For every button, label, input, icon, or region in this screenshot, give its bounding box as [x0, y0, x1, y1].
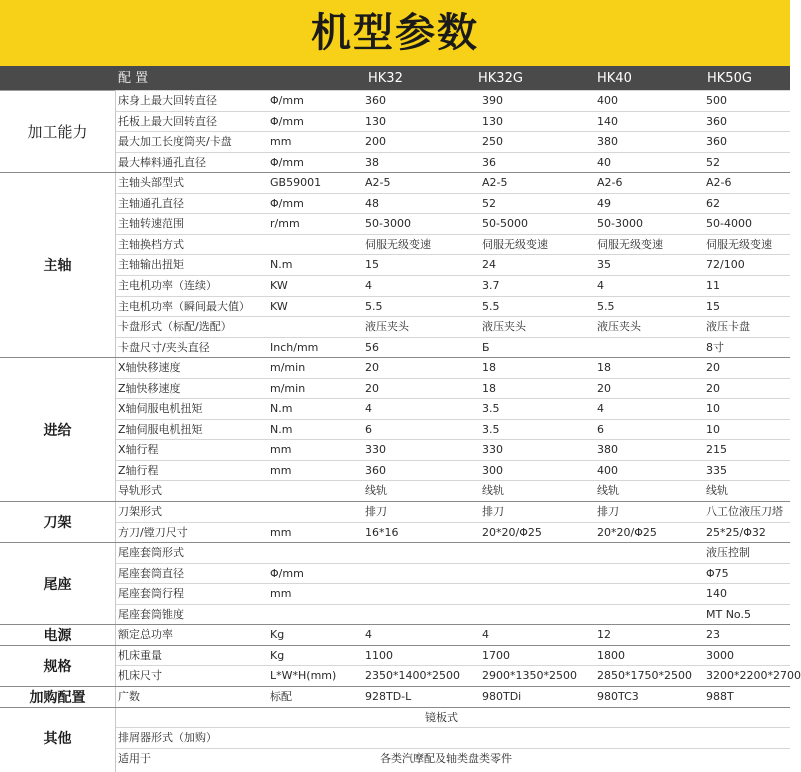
row-unit: mm	[270, 135, 292, 149]
table-row	[115, 419, 790, 440]
table-row	[115, 213, 790, 234]
row-label: 主电机功率（连续）	[118, 278, 217, 292]
row-unit: N.m	[270, 258, 293, 272]
cell-value: 伺服无级变速	[706, 237, 772, 251]
section-divider	[0, 542, 790, 543]
row-label: 主轴换档方式	[118, 237, 184, 251]
category-label: 主轴	[0, 172, 115, 357]
cell-value: 18	[597, 361, 611, 375]
cell-value: 3.5	[482, 422, 500, 436]
cell-value: 4	[365, 628, 372, 642]
cell-value: 8寸	[706, 340, 724, 354]
table-row	[115, 522, 790, 543]
cell-value: 380	[597, 443, 618, 457]
cell-value: 11	[706, 278, 720, 292]
cell-value: 4	[597, 402, 604, 416]
row-unit: 标配	[270, 689, 292, 703]
row-label: 卡盘形式（标配/选配）	[118, 320, 232, 334]
column-divider	[115, 90, 116, 772]
cell-value: 400	[597, 94, 618, 107]
cell-value: 38	[365, 155, 379, 169]
cell-value: 10	[706, 422, 720, 436]
cell-value: 52	[482, 196, 496, 210]
row-label: 额定总功率	[118, 628, 173, 642]
row-unit: m/min	[270, 361, 306, 375]
page-title: 机型参数	[311, 10, 479, 56]
table-row	[115, 172, 790, 193]
cell-value: 390	[482, 94, 503, 107]
cell-value: 40	[597, 155, 611, 169]
table-row	[115, 378, 790, 399]
cell-value: 5.5	[482, 299, 500, 313]
category-label: 其他	[0, 707, 115, 769]
cell-value: 36	[482, 155, 496, 169]
row-label: 最大棒料通孔直径	[118, 155, 206, 169]
table-row	[115, 398, 790, 419]
cell-value: 400	[597, 463, 618, 477]
row-unit: L*W*H(mm)	[270, 669, 337, 683]
table-row	[115, 234, 790, 255]
category-label: 加工能力	[0, 90, 115, 172]
cell-value: 215	[706, 443, 727, 457]
cell-value: 380	[597, 135, 618, 149]
cell-value: 18	[482, 361, 496, 375]
cell-value: 15	[365, 258, 379, 272]
table-row	[115, 624, 790, 645]
row-unit: m/min	[270, 381, 306, 395]
cell-value: 3.7	[482, 278, 500, 292]
row-label: 机床尺寸	[118, 669, 162, 683]
cell-value: 500	[706, 94, 727, 107]
table-row	[115, 727, 790, 748]
title-banner	[0, 0, 790, 66]
cell-value: MT No.5	[706, 607, 751, 621]
cell-value: 15	[706, 299, 720, 313]
cell-value: 50-3000	[597, 217, 643, 231]
cell-value: 1800	[597, 648, 625, 662]
cell-value: 72/100	[706, 258, 745, 272]
row-label: 床身上最大回转直径	[118, 94, 217, 107]
header-model-hk32g: HK32G	[478, 71, 523, 86]
cell-value: 49	[597, 196, 611, 210]
table-row	[115, 645, 790, 666]
row-unit: mm	[270, 443, 292, 457]
row-unit: N.m	[270, 422, 293, 436]
row-unit: GB59001	[270, 176, 322, 190]
cell-value: 48	[365, 196, 379, 210]
header-config: 配 置	[118, 71, 149, 86]
row-unit: Φ/mm	[270, 566, 304, 580]
row-label: 卡盘尺寸/夹头直径	[118, 340, 210, 354]
cell-value: 330	[365, 443, 386, 457]
cell-value: 250	[482, 135, 503, 149]
cell-value: 20*20/Φ25	[597, 525, 657, 539]
cell-value: 18	[482, 381, 496, 395]
row-unit: KW	[270, 299, 288, 313]
cell-value: 伺服无级变速	[365, 237, 431, 251]
cell-value: 线轨	[482, 484, 504, 498]
row-label: Z轴行程	[118, 463, 159, 477]
header-model-hk32: HK32	[368, 71, 403, 86]
row-label: 排屑器形式（加购）	[118, 731, 217, 745]
section-divider	[0, 172, 790, 173]
cell-value: 2850*1750*2500	[597, 669, 692, 683]
row-label: 尾座套筒形式	[118, 546, 184, 560]
row-unit: KW	[270, 278, 288, 292]
row-label: 托板上最大回转直径	[118, 114, 217, 128]
table-row	[115, 275, 790, 296]
cell-value: 液压夹头	[597, 320, 641, 334]
table-row	[115, 665, 801, 686]
section-divider	[0, 686, 790, 687]
cell-value: 360	[706, 135, 727, 149]
cell-value: 360	[365, 94, 386, 107]
table-row	[115, 357, 790, 378]
cell-value: 130	[482, 114, 503, 128]
row-unit: mm	[270, 525, 292, 539]
cell-value: 12	[597, 628, 611, 642]
cell-value: 1700	[482, 648, 510, 662]
table-row	[115, 563, 790, 584]
cell-value: 980TC3	[597, 689, 639, 703]
cell-value: 伺服无级变速	[597, 237, 663, 251]
cell-value: 5.5	[597, 299, 615, 313]
row-label: 主轴输出扭矩	[118, 258, 184, 272]
cell-value: 3.5	[482, 402, 500, 416]
row-label: Z轴伺服电机扭矩	[118, 422, 203, 436]
cell-value: 50-4000	[706, 217, 752, 231]
section-divider	[0, 707, 790, 708]
cell-value: 20*20/Φ25	[482, 525, 542, 539]
cell-value: 排刀	[365, 505, 387, 518]
cell-value: 线轨	[706, 484, 728, 498]
row-unit: mm	[270, 587, 292, 601]
row-label: X轴行程	[118, 443, 159, 457]
cell-value: Φ75	[706, 566, 729, 580]
table-row	[115, 193, 790, 214]
cell-value: 56	[365, 340, 379, 354]
cell-value: 20	[706, 361, 720, 375]
cell-value: 3000	[706, 648, 734, 662]
table-row	[115, 254, 790, 275]
row-label: 方刀/镗刀尺寸	[118, 525, 188, 539]
category-label: 加购配置	[0, 686, 115, 707]
category-label: 尾座	[0, 542, 115, 624]
table-row	[115, 152, 790, 173]
cell-value: 988T	[706, 689, 734, 703]
row-label: 主电机功率（瞬间最大值）	[118, 299, 250, 313]
category-label: 电源	[0, 624, 115, 645]
cell-value: 6	[597, 422, 604, 436]
cell-value: 330	[482, 443, 503, 457]
row-unit: Φ/mm	[270, 94, 304, 107]
header-model-hk50g: HK50G	[707, 71, 752, 86]
cell-value: 980TDi	[482, 689, 522, 703]
cell-value: 液压夹头	[482, 320, 526, 334]
row-label: 刀架形式	[118, 505, 162, 518]
table-row	[115, 337, 790, 358]
cell-value: 16*16	[365, 525, 399, 539]
header-model-hk40: HK40	[597, 71, 632, 86]
cell-value: A2-6	[706, 176, 732, 190]
cell-value: 50-5000	[482, 217, 528, 231]
table-row	[115, 111, 790, 132]
cell-value: 35	[597, 258, 611, 272]
row-unit: Kg	[270, 648, 285, 662]
table-row	[115, 748, 790, 769]
cell-value: 24	[482, 258, 496, 272]
row-label: 导轨形式	[118, 484, 162, 498]
cell-value: 62	[706, 196, 720, 210]
category-label: 刀架	[0, 501, 115, 542]
table-row	[115, 90, 790, 111]
row-label: 最大加工长度筒夹/卡盘	[118, 135, 232, 149]
table-row	[115, 686, 790, 707]
cell-value: 液压夹头	[365, 320, 409, 334]
cell-value: 4	[365, 402, 372, 416]
row-unit: N.m	[270, 402, 293, 416]
row-unit: Φ/mm	[270, 114, 304, 128]
cell-value: 20	[706, 381, 720, 395]
section-divider	[0, 501, 790, 502]
cell-value: 3200*2200*2700	[706, 669, 801, 683]
table-row	[115, 604, 790, 625]
cell-value: 52	[706, 155, 720, 169]
cell-value: 液压控制	[706, 546, 750, 560]
cell-value: A2-6	[597, 176, 623, 190]
cell-value: A2-5	[365, 176, 391, 190]
cell-value: 各类汽摩配及轴类盘类零件	[380, 751, 512, 765]
row-label: X轴快移速度	[118, 361, 181, 375]
row-unit: Inch/mm	[270, 340, 319, 354]
cell-value: 360	[365, 463, 386, 477]
cell-value: 4	[597, 278, 604, 292]
row-label: 机床重量	[118, 648, 162, 662]
cell-value: 1100	[365, 648, 393, 662]
cell-value: 镜板式	[425, 710, 458, 724]
section-divider	[0, 357, 790, 358]
cell-value: 八工位液压刀塔	[706, 505, 783, 518]
row-label: 主轴转速范围	[118, 217, 184, 231]
row-label: 尾座套筒直径	[118, 566, 184, 580]
cell-value: 线轨	[365, 484, 387, 498]
table-row	[115, 583, 790, 604]
cell-value: A2-5	[482, 176, 508, 190]
cell-value: 140	[597, 114, 618, 128]
cell-value: 130	[365, 114, 386, 128]
row-unit: r/mm	[270, 217, 300, 231]
cell-value: 10	[706, 402, 720, 416]
cell-value: 4	[365, 278, 372, 292]
row-unit: Φ/mm	[270, 155, 304, 169]
row-unit: Φ/mm	[270, 196, 304, 210]
cell-value: 928TD-L	[365, 689, 412, 703]
table-row	[115, 460, 790, 481]
cell-value: 伺服无级变速	[482, 237, 548, 251]
cell-value: Б	[482, 340, 490, 354]
table-row	[115, 131, 790, 152]
cell-value: 50-3000	[365, 217, 411, 231]
table-row	[115, 542, 790, 563]
category-label: 规格	[0, 645, 115, 686]
cell-value: 5.5	[365, 299, 383, 313]
table-row	[115, 439, 790, 460]
table-row	[115, 480, 790, 501]
row-label: 主轴通孔直径	[118, 196, 184, 210]
row-label: Z轴快移速度	[118, 381, 181, 395]
row-label: 尾座套筒行程	[118, 587, 184, 601]
section-divider	[0, 624, 790, 625]
cell-value: 4	[482, 628, 489, 642]
table-row	[115, 707, 790, 728]
row-label: 主轴头部型式	[118, 176, 184, 190]
row-unit: mm	[270, 463, 292, 477]
cell-value: 2350*1400*2500	[365, 669, 460, 683]
table-row	[115, 316, 790, 337]
cell-value: 300	[482, 463, 503, 477]
cell-value: 20	[365, 381, 379, 395]
row-label: 适用于	[118, 751, 151, 765]
cell-value: 335	[706, 463, 727, 477]
category-label: 进给	[0, 357, 115, 501]
cell-value: 排刀	[482, 505, 504, 518]
cell-value: 线轨	[597, 484, 619, 498]
cell-value: 2900*1350*2500	[482, 669, 577, 683]
cell-value: 23	[706, 628, 720, 642]
cell-value: 液压卡盘	[706, 320, 750, 334]
cell-value: 20	[597, 381, 611, 395]
table-row	[115, 296, 790, 317]
table-header	[0, 66, 790, 90]
cell-value: 25*25/Φ32	[706, 525, 766, 539]
row-label: X轴伺服电机扭矩	[118, 402, 203, 416]
table-row	[115, 501, 790, 522]
cell-value: 6	[365, 422, 372, 436]
cell-value: 200	[365, 135, 386, 149]
cell-value: 20	[365, 361, 379, 375]
section-divider	[0, 645, 790, 646]
row-label: 尾座套筒锥度	[118, 607, 184, 621]
row-label: 广数	[118, 689, 140, 703]
cell-value: 360	[706, 114, 727, 128]
cell-value: 排刀	[597, 505, 619, 518]
row-unit: Kg	[270, 628, 285, 642]
cell-value: 140	[706, 587, 727, 601]
